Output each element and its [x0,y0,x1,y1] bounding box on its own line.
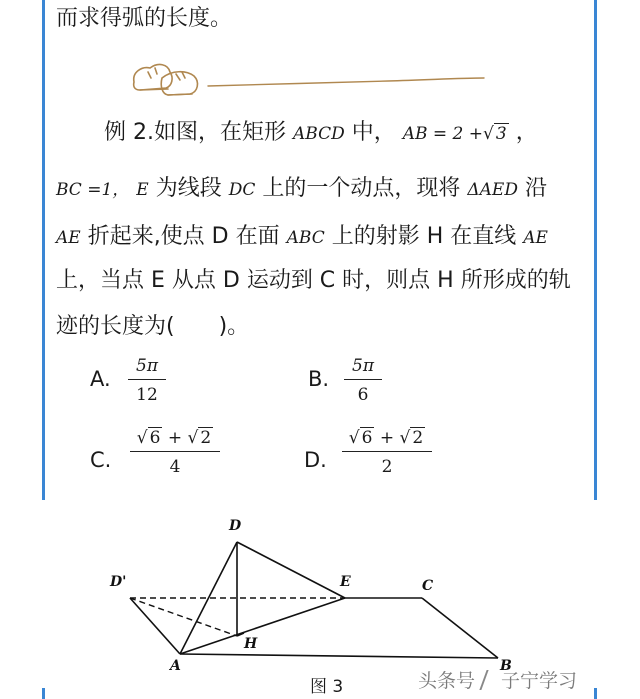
option-b-fraction [344,356,382,405]
frame-left-tick [42,688,45,699]
label-d-prime: D' [110,574,127,590]
segment-text: 为线段 [155,176,222,201]
text-line-4 [56,222,548,253]
option-c-label: C. [90,448,112,472]
watermark-author: 子宁学习 [501,670,578,692]
edge-dprime-a [130,598,180,654]
frame-right-border [594,0,597,500]
option-c-fraction [130,428,220,477]
option-c-numerator: √ 6 + √ 2 [136,428,212,448]
edge-c-b [422,598,498,658]
watermark-slash-icon [479,670,498,690]
ae-label-2: AE [523,228,548,248]
edge-a-b [180,654,498,658]
option-d-numerator: √ 6 + √ 2 [348,428,424,448]
edge-d-e [237,542,345,598]
watermark-source: 头条号 [418,670,476,692]
abc-label: ABC [286,228,325,248]
text-line-3 [56,174,547,205]
frame-left-border [42,0,45,500]
text-line-6: 迹的长度为( )。 [56,314,250,339]
fold-text: 折起来,使点 D 在面 [87,224,280,249]
label-b: B [500,658,512,674]
triangle-aed: ΔAED [467,180,518,200]
text-line-5: 上，当点 E 从点 D 运动到 C 时，则点 H 所形成的轨 [56,268,571,293]
option-d-fraction [342,428,432,477]
along-text: 沿 [524,176,547,201]
comma-text: ， [515,120,538,145]
shoes-divider-icon [128,56,488,102]
label-e: E [340,574,351,590]
dc-label: DC [228,180,256,200]
option-c-denominator: 4 [130,451,220,477]
option-a-denominator: 12 [128,379,166,405]
zhong-text: 中， [351,120,396,145]
option-b-numerator: 5π [352,356,374,376]
option-a-fraction [128,356,166,405]
move-text: 上的一个动点，现将 [262,176,461,201]
bc-equation: BC =1， [56,180,130,200]
ab-equation: AB = 2 + [402,124,484,144]
frame-right-tick [594,688,597,699]
label-c: C [422,578,434,594]
geometry-figure [0,508,640,678]
ae-label-1: AE [56,228,81,248]
projection-text: 上的射影 H 在直线 [331,224,517,249]
figure-caption: 图 3 [310,677,344,697]
text-line-1: 而求得弧的长度。 [56,6,233,31]
label-h: H [244,636,258,652]
option-d-denominator: 2 [342,451,432,477]
rect-name: ABCD [292,124,345,144]
option-a-label: A. [90,367,111,391]
option-a-numerator: 5π [136,356,158,376]
option-d-label: D. [304,448,327,472]
sqrt-3: √ 3 [483,124,507,144]
label-d: D [229,518,242,534]
option-b-label: B. [308,367,330,391]
text-line-2 [104,118,538,149]
label-a: A [170,658,181,674]
watermark [418,666,577,693]
e-variable: E [136,180,149,200]
example-prefix: 例 2.如图，在矩形 [104,120,286,145]
option-b-denominator: 6 [344,379,382,405]
